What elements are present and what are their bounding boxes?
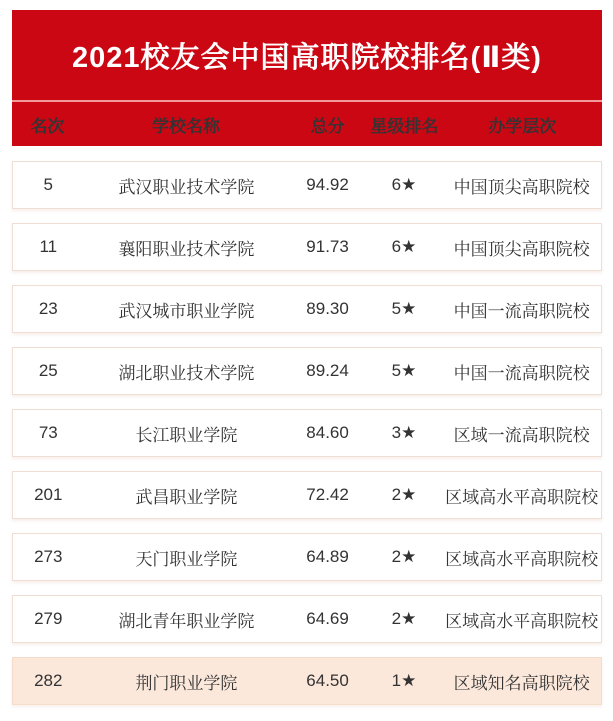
table-row xyxy=(12,347,602,395)
column-header-star: 星级排名 xyxy=(370,116,439,136)
column-header-score: 总分 xyxy=(310,116,345,136)
table-row xyxy=(12,409,602,457)
cell-star-rank: 5★ xyxy=(391,361,417,380)
cell-rank: 5 xyxy=(43,175,53,194)
column-header-row xyxy=(12,102,602,146)
column-header-level: 办学层次 xyxy=(488,116,557,136)
cell-level: 中国一流高职院校 xyxy=(453,363,590,383)
table-row xyxy=(12,657,602,705)
cell-school-name: 天门职业学院 xyxy=(135,549,238,569)
cell-level: 中国顶尖高职院校 xyxy=(453,239,590,259)
cell-score: 91.73 xyxy=(306,237,349,256)
cell-rank: 25 xyxy=(38,361,58,380)
cell-level: 区域高水平高职院校 xyxy=(445,611,599,631)
cell-rank: 11 xyxy=(39,237,58,256)
cell-score: 84.60 xyxy=(306,423,349,442)
cell-score: 64.50 xyxy=(306,671,349,690)
cell-rank: 73 xyxy=(38,423,58,442)
column-header-rank: 名次 xyxy=(30,116,65,136)
cell-score: 64.69 xyxy=(306,609,349,628)
cell-level: 区域一流高职院校 xyxy=(453,425,590,445)
table-header-block xyxy=(12,10,602,146)
page-title: 2021校友会中国高职院校排名(Ⅱ类) xyxy=(72,41,542,74)
cell-star-rank: 6★ xyxy=(391,175,417,194)
table-row xyxy=(12,285,602,333)
cell-school-name: 武汉城市职业学院 xyxy=(118,301,255,321)
cell-star-rank: 2★ xyxy=(391,609,417,628)
cell-star-rank: 3★ xyxy=(391,423,417,442)
cell-score: 89.24 xyxy=(306,361,349,380)
cell-score: 64.89 xyxy=(306,547,349,566)
cell-star-rank: 1★ xyxy=(391,671,417,690)
cell-star-rank: 2★ xyxy=(391,547,417,566)
cell-score: 89.30 xyxy=(306,299,349,318)
cell-rank: 23 xyxy=(38,299,58,318)
cell-star-rank: 2★ xyxy=(391,485,417,504)
cell-level: 区域高水平高职院校 xyxy=(445,487,599,507)
cell-rank: 201 xyxy=(34,485,63,504)
cell-level: 中国顶尖高职院校 xyxy=(453,177,590,197)
cell-rank: 282 xyxy=(34,671,63,690)
cell-rank: 279 xyxy=(34,609,63,628)
cell-level: 区域知名高职院校 xyxy=(453,673,590,693)
cell-school-name: 湖北青年职业学院 xyxy=(118,611,255,631)
cell-school-name: 武昌职业学院 xyxy=(135,487,238,507)
table-row xyxy=(12,223,602,271)
column-header-name: 学校名称 xyxy=(152,116,221,136)
cell-school-name: 湖北职业技术学院 xyxy=(118,363,255,383)
table-row xyxy=(12,161,602,209)
cell-score: 72.42 xyxy=(306,485,349,504)
cell-school-name: 襄阳职业技术学院 xyxy=(118,239,255,259)
cell-level: 中国一流高职院校 xyxy=(453,301,590,321)
cell-rank: 273 xyxy=(34,547,63,566)
cell-score: 94.92 xyxy=(306,175,349,194)
cell-school-name: 长江职业学院 xyxy=(135,425,238,445)
cell-school-name: 武汉职业技术学院 xyxy=(118,177,255,197)
table-row xyxy=(12,471,602,519)
cell-star-rank: 6★ xyxy=(391,237,417,256)
cell-school-name: 荆门职业学院 xyxy=(135,673,238,693)
table-row xyxy=(12,595,602,643)
cell-level: 区域高水平高职院校 xyxy=(445,549,599,569)
table-body xyxy=(12,161,602,705)
title-bar xyxy=(12,10,602,100)
table-row xyxy=(12,533,602,581)
cell-star-rank: 5★ xyxy=(391,299,417,318)
